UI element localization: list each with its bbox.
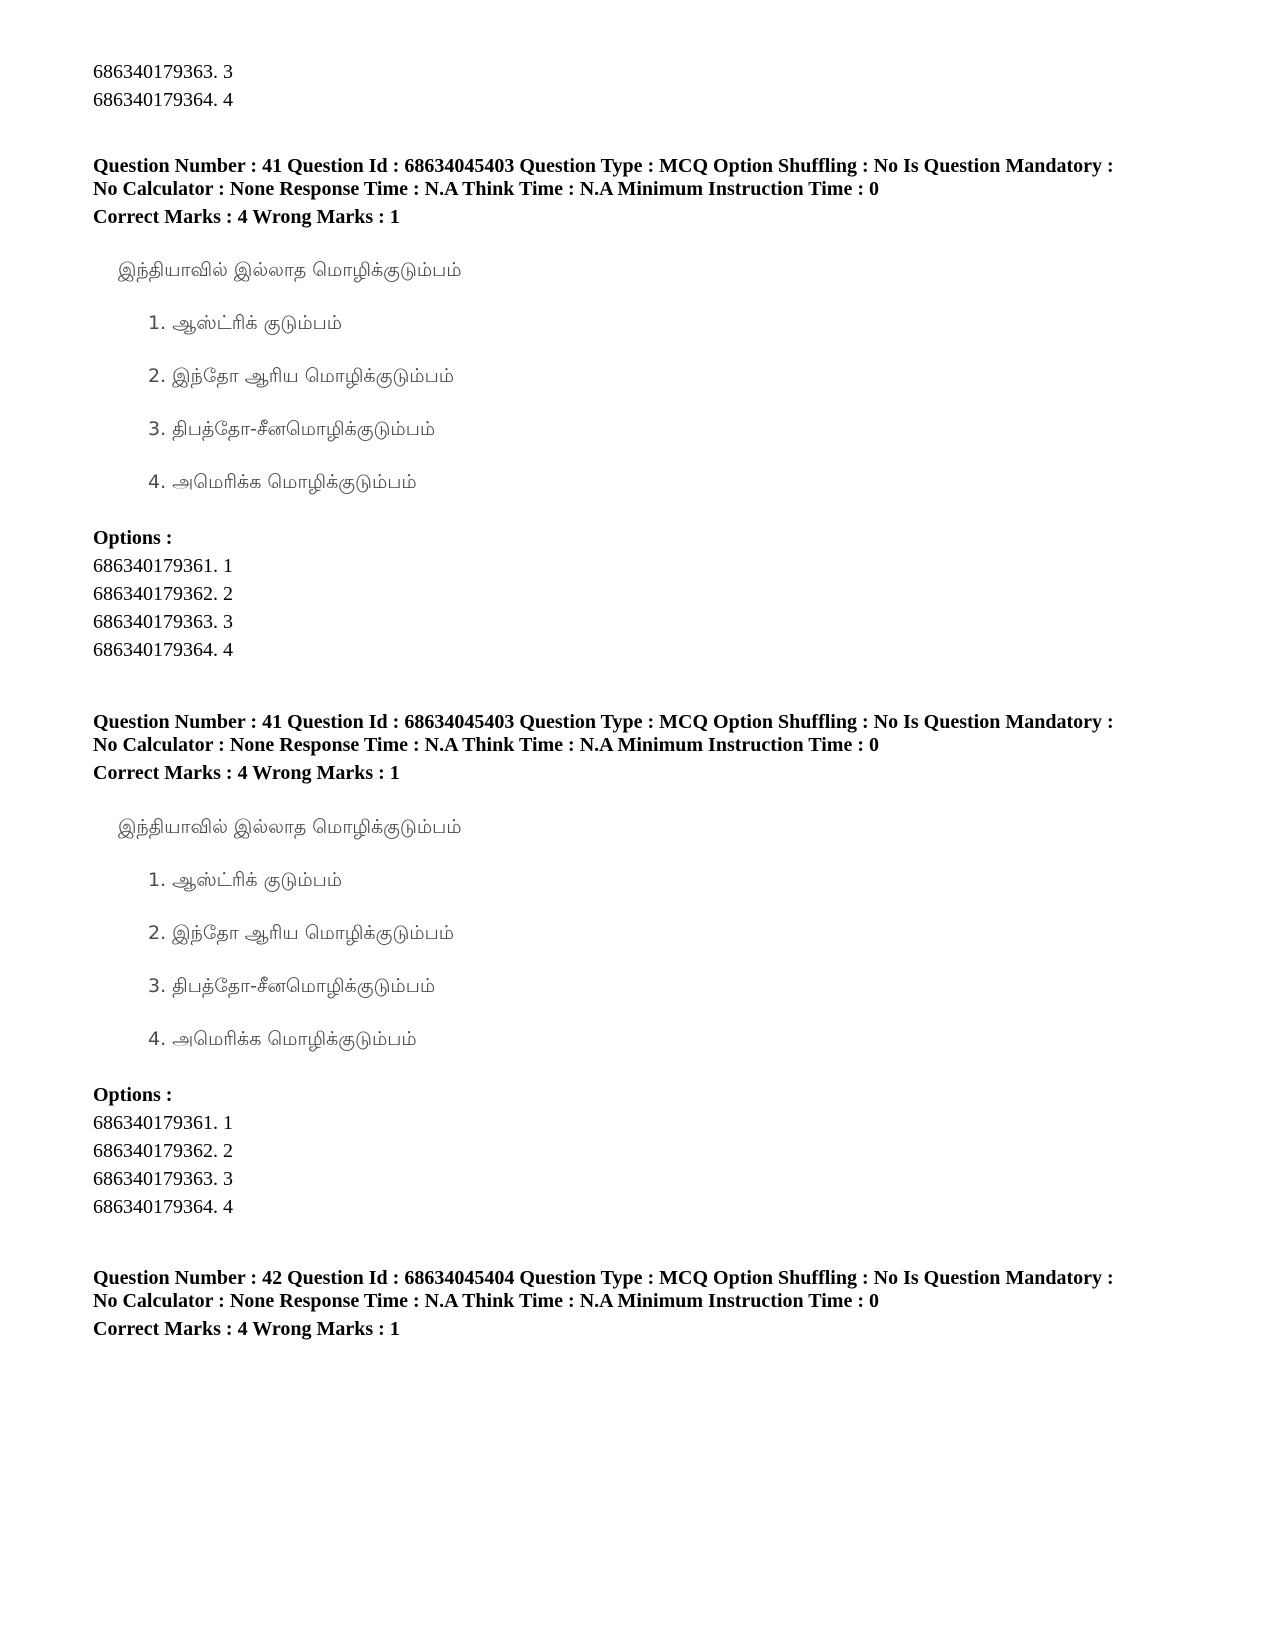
question-header-line1: Question Number : 41 Question Id : 68634045403 Question Type : MCQ Option Shuffling : No Is Question Mandatory : — [93, 155, 1114, 177]
option-line: 686340179363. 3 — [93, 61, 233, 83]
question-choice: 1. ஆஸ்ட்ரிக் குடும்பம் — [148, 869, 343, 891]
option-line: 686340179361. 1 — [93, 555, 233, 577]
options-label: Options : — [93, 1084, 173, 1106]
question-choice: 4. அமெரிக்க மொழிக்குடும்பம் — [148, 471, 417, 493]
question-choice: 2. இந்தோ ஆரிய மொழிக்குடும்பம் — [148, 922, 455, 944]
question-choice: 1. ஆஸ்ட்ரிக் குடும்பம் — [148, 312, 343, 334]
option-line: 686340179364. 4 — [93, 639, 233, 661]
question-choice: 3. திபத்தோ-சீனமொழிக்குடும்பம் — [148, 975, 436, 997]
question-marks: Correct Marks : 4 Wrong Marks : 1 — [93, 206, 400, 228]
question-choice: 2. இந்தோ ஆரிய மொழிக்குடும்பம் — [148, 365, 455, 387]
option-line: 686340179363. 3 — [93, 611, 233, 633]
option-line: 686340179362. 2 — [93, 1140, 233, 1162]
options-label: Options : — [93, 527, 173, 549]
question-marks: Correct Marks : 4 Wrong Marks : 1 — [93, 762, 400, 784]
question-choice: 3. திபத்தோ-சீனமொழிக்குடும்பம் — [148, 418, 436, 440]
question-text: இந்தியாவில் இல்லாத மொழிக்குடும்பம் — [118, 816, 462, 838]
option-line: 686340179364. 4 — [93, 89, 233, 111]
question-header-line2: No Calculator : None Response Time : N.A Think Time : N.A Minimum Instruction Time : 0 — [93, 178, 879, 200]
question-choice: 4. அமெரிக்க மொழிக்குடும்பம் — [148, 1028, 417, 1050]
question-marks: Correct Marks : 4 Wrong Marks : 1 — [93, 1318, 400, 1340]
question-header-line1: Question Number : 42 Question Id : 68634045404 Question Type : MCQ Option Shuffling : No Is Question Mandatory : — [93, 1267, 1114, 1289]
question-header-line2: No Calculator : None Response Time : N.A Think Time : N.A Minimum Instruction Time : 0 — [93, 734, 879, 756]
option-line: 686340179363. 3 — [93, 1168, 233, 1190]
option-line: 686340179362. 2 — [93, 583, 233, 605]
question-text: இந்தியாவில் இல்லாத மொழிக்குடும்பம் — [118, 259, 462, 281]
option-line: 686340179361. 1 — [93, 1112, 233, 1134]
question-header-line1: Question Number : 41 Question Id : 68634045403 Question Type : MCQ Option Shuffling : No Is Question Mandatory : — [93, 711, 1114, 733]
option-line: 686340179364. 4 — [93, 1196, 233, 1218]
question-header-line2: No Calculator : None Response Time : N.A Think Time : N.A Minimum Instruction Time : 0 — [93, 1290, 879, 1312]
